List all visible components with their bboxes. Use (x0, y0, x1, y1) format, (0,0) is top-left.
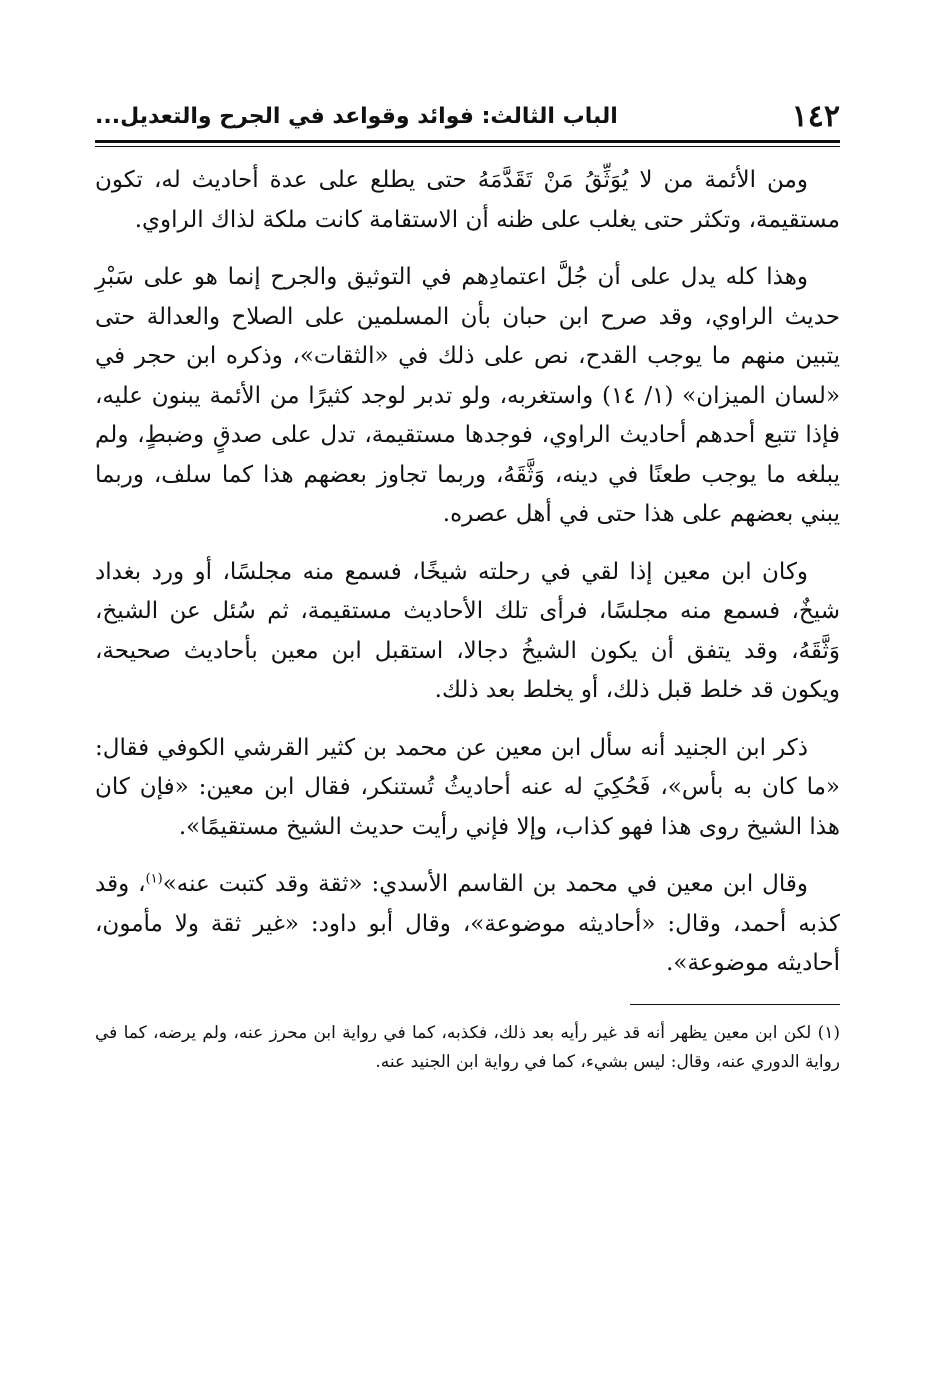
paragraph-5 (95, 865, 840, 984)
paragraph-5-text-start: وقال ابن معين في محمد بن القاسم الأسدي: «ثقة وقد كتبت عنه» (162, 871, 808, 897)
footnote-1: (١) لكن ابن معين يظهر أنه قد غير رأيه بعد ذلك، فكذبه، كما في رواية ابن محرز عنه، ولم يرضه، كما في رواية الدوري عنه، وقال: ليس بشيء، كما في رواية ابن الجنيد عنه. (95, 1022, 840, 1072)
page-body (95, 161, 840, 984)
page-header (95, 70, 840, 132)
footnote-reference[interactable]: (١) (145, 871, 163, 887)
paragraph-1: ومن الأئمة من لا يُوَثِّقُ مَنْ تَقَدَّمَهُ حتى يطلع على عدة أحاديث له، تكون مستقيمة، وتكثر حتى يغلب على ظنه أن الاستقامة كانت ملكة لذاك الراوي. (95, 167, 840, 233)
paragraph-3: وكان ابن معين إذا لقي في رحلته شيخًا، فسمع منه مجلسًا، أو ورد بغداد شيخٌ، فسمع منه مجلسًا، فرأى تلك الأحاديث مستقيمة، ثم سُئل عن الشيخ، وَثَّقَهُ، وقد يتفق أن يكون الشيخُ دجالا، استقبل ابن معين بأحاديث صحيحة، ويكون قد خلط قبل ذلك، أو يخلط بعد ذلك. (95, 558, 840, 703)
header-rule-thick (95, 140, 840, 143)
page-number: ١٤٢ (791, 99, 840, 134)
header-rule-thin (95, 146, 840, 147)
footnote-separator (630, 1004, 840, 1005)
paragraph-4: ذكر ابن الجنيد أنه سأل ابن معين عن محمد بن كثير القرشي الكوفي فقال: «ما كان به بأس»، فَحُكِيَ له عنه أحاديثُ تُستنكر، فقال ابن معين: «فإن كان هذا الشيخ روى هذا فهو كذاب، وإلا فإني رأيت حديث الشيخ مستقيمًا». (95, 734, 840, 840)
running-title: الباب الثالث: فوائد وقواعد في الجرح والتعديل... (95, 104, 618, 129)
paragraph-2: وهذا كله يدل على أن جُلَّ اعتمادِهم في التوثيق والجرح إنما هو على سَبْرِ حديث الراوي، وقد صرح ابن حبان بأن المسلمين على الصلاح والعدالة حتى يتبين منهم ما يوجب القدح، نص على ذلك في «الثقات»، وذكره ابن حجر في «لسان الميزان» (١/ ١٤) واستغربه، ولو تدبر لوجد كثيرًا من الأئمة يبنون عليه، فإذا تتبع أحدهم أحاديث الراوي، فوجدها مستقيمة، تدل على صدقٍ وضبطٍ، ولم يبلغه ما يوجب طعنًا في دينه، وَثَّقَهُ، وربما تجاوز بعضهم هذا كما سلف، وربما يبني بعضهم على هذا حتى في أهل عصره. (95, 264, 841, 527)
paragraph-5-text-end: ، وقد كذبه أحمد، وقال: «أحاديثه موضوعة»، وقال أبو داود: «غير ثقة ولا مأمون، أحاديثه موضوعة». (95, 871, 840, 976)
book-page (95, 70, 840, 1077)
